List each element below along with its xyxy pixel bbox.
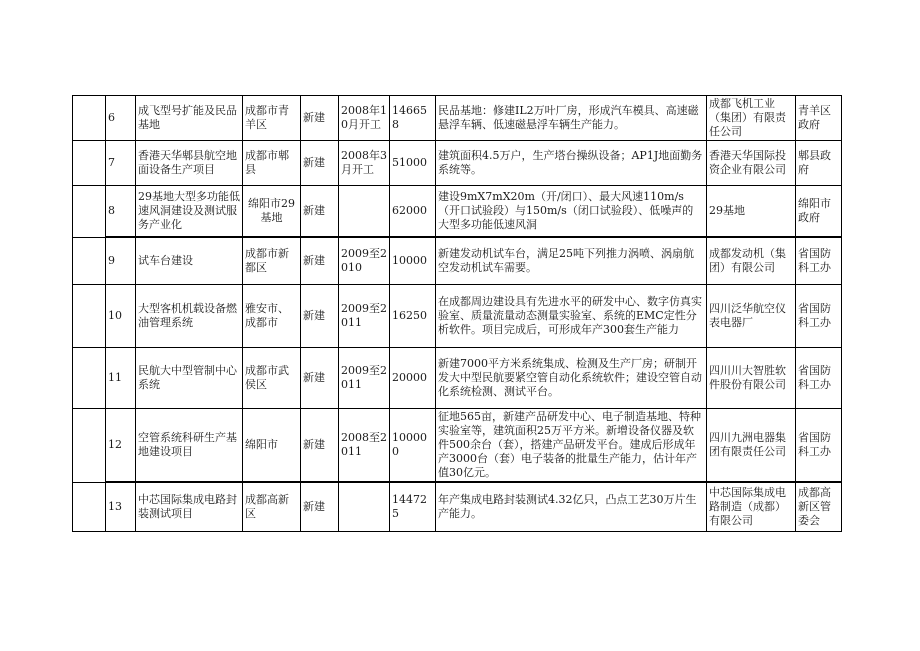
table-row <box>73 285 842 348</box>
construction-period: 2008至2011 <box>339 409 390 483</box>
investment-amount: 62000 <box>390 186 436 238</box>
row-number: 13 <box>106 482 136 532</box>
row-number: 7 <box>106 141 136 186</box>
owner-unit: 成都飞机工业（集团）有限责任公司 <box>707 96 796 141</box>
project-name: 民航大中型管制中心系统 <box>136 348 243 409</box>
table-row <box>73 96 842 141</box>
responsible-dept: 成都高新区管委会 <box>796 482 842 532</box>
responsible-dept: 郫县政府 <box>796 141 842 186</box>
row-number: 6 <box>106 96 136 141</box>
group-cell <box>73 141 106 186</box>
group-cell <box>73 285 106 348</box>
construction-content: 新建发动机试车台，满足25吨下列推力涡喷、涡扇航空发动机试车需要。 <box>436 237 707 285</box>
owner-unit: 四川九洲电器集团有限责任公司 <box>707 409 796 483</box>
construction-type: 新建 <box>301 141 339 186</box>
construction-content: 在成都周边建设具有先进水平的研发中心、数字仿真实验室、质量流量动态测量实验室、系统的EMC定性分析软件。项目完成后，可形成年产300套生产能力 <box>436 285 707 348</box>
investment-amount: 10000 <box>390 237 436 285</box>
project-location: 绵阳市 <box>243 409 301 483</box>
row-number: 11 <box>106 348 136 409</box>
construction-type: 新建 <box>301 348 339 409</box>
owner-unit: 四川泛华航空仪表电器厂 <box>707 285 796 348</box>
construction-content: 建设9mX7mX20m（开/闭口）、最大风速110m/s（开口试验段）与150m/s（闭口试验段）、低噪声的大型多功能低速风洞 <box>436 186 707 238</box>
project-name: 29基地大型多功能低速风洞建设及测试服务产业化 <box>136 186 243 238</box>
owner-unit: 成都发动机（集团）有限公司 <box>707 237 796 285</box>
investment-amount: 16250 <box>390 285 436 348</box>
owner-unit: 29基地 <box>707 186 796 238</box>
construction-content: 年产集成电路封装测试4.32亿只，凸点工艺30万片生产能力。 <box>436 482 707 532</box>
project-name: 中芯国际集成电路封装测试项目 <box>136 482 243 532</box>
construction-type: 新建 <box>301 482 339 532</box>
row-number: 12 <box>106 409 136 483</box>
project-name: 成飞型号扩能及民品基地 <box>136 96 243 141</box>
owner-unit: 中芯国际集成电路制造（成都）有限公司 <box>707 482 796 532</box>
project-name: 空管系统科研生产基地建设项目 <box>136 409 243 483</box>
construction-content: 民品基地：修建IL2万叶厂房，形成汽车模具、高速磁悬浮车辆、低速磁悬浮车辆生产能力。 <box>436 96 707 141</box>
investment-amount: 51000 <box>390 141 436 186</box>
responsible-dept: 省国防科工办 <box>796 409 842 483</box>
construction-content: 征地565亩，新建产品研发中心、电子制造基地、特种实验室等，建筑面积25万平方米。新增设备仪器及软件500余台（套），搭建产品研发平台。建成后形成年产3000台（套）电子装备的批量生产能力，估计年产值30亿元。 <box>436 409 707 483</box>
group-cell <box>73 186 106 238</box>
construction-period: 2008年10月开工 <box>339 96 390 141</box>
project-table <box>72 95 842 532</box>
project-location: 成都市郫县 <box>243 141 301 186</box>
project-name: 香港天华郫县航空地面设备生产项目 <box>136 141 243 186</box>
project-location: 成都高新区 <box>243 482 301 532</box>
project-name: 大型客机机载设备燃油管理系统 <box>136 285 243 348</box>
group-cell <box>73 409 106 483</box>
construction-type: 新建 <box>301 186 339 238</box>
table-row <box>73 141 842 186</box>
investment-amount: 20000 <box>390 348 436 409</box>
project-name: 试车台建设 <box>136 237 243 285</box>
project-location: 成都市青羊区 <box>243 96 301 141</box>
construction-period: 2008年3月开工 <box>339 141 390 186</box>
group-cell <box>73 348 106 409</box>
responsible-dept: 省国防科工办 <box>796 285 842 348</box>
construction-period <box>339 482 390 532</box>
row-number: 9 <box>106 237 136 285</box>
investment-amount: 144725 <box>390 482 436 532</box>
construction-period: 2009至2010 <box>339 237 390 285</box>
table-row <box>73 409 842 483</box>
table-row <box>73 186 842 238</box>
table-row <box>73 348 842 409</box>
construction-content: 新建7000平方米系统集成、检测及生产厂房；研制开发大中型民航要紧空管自动化系统软件；建设空管自动化系统检测、测试平台。 <box>436 348 707 409</box>
row-number: 10 <box>106 285 136 348</box>
construction-type: 新建 <box>301 285 339 348</box>
responsible-dept: 绵阳市政府 <box>796 186 842 238</box>
construction-content: 建筑面积4.5万户，生产塔台操纵设备；AP1J地面勤务系统等。 <box>436 141 707 186</box>
group-cell <box>73 96 106 141</box>
project-location: 雅安市、成都市 <box>243 285 301 348</box>
responsible-dept: 青羊区政府 <box>796 96 842 141</box>
construction-type: 新建 <box>301 96 339 141</box>
owner-unit: 香港天华国际投资企业有限公司 <box>707 141 796 186</box>
responsible-dept: 省国防科工办 <box>796 237 842 285</box>
project-location: 成都市新都区 <box>243 237 301 285</box>
construction-type: 新建 <box>301 409 339 483</box>
construction-period: 2009至2011 <box>339 285 390 348</box>
table-row <box>73 482 842 532</box>
investment-amount: 100000 <box>390 409 436 483</box>
investment-amount: 146658 <box>390 96 436 141</box>
group-cell <box>73 237 106 285</box>
project-location: 成都市武侯区 <box>243 348 301 409</box>
construction-period <box>339 186 390 238</box>
responsible-dept: 省国防科工办 <box>796 348 842 409</box>
table-row <box>73 237 842 285</box>
construction-period: 2009至2011 <box>339 348 390 409</box>
construction-type: 新建 <box>301 237 339 285</box>
project-location: 绵阳市29基地 <box>243 186 301 238</box>
row-number: 8 <box>106 186 136 238</box>
owner-unit: 四川川大智胜软件股份有限公司 <box>707 348 796 409</box>
group-cell <box>73 482 106 532</box>
